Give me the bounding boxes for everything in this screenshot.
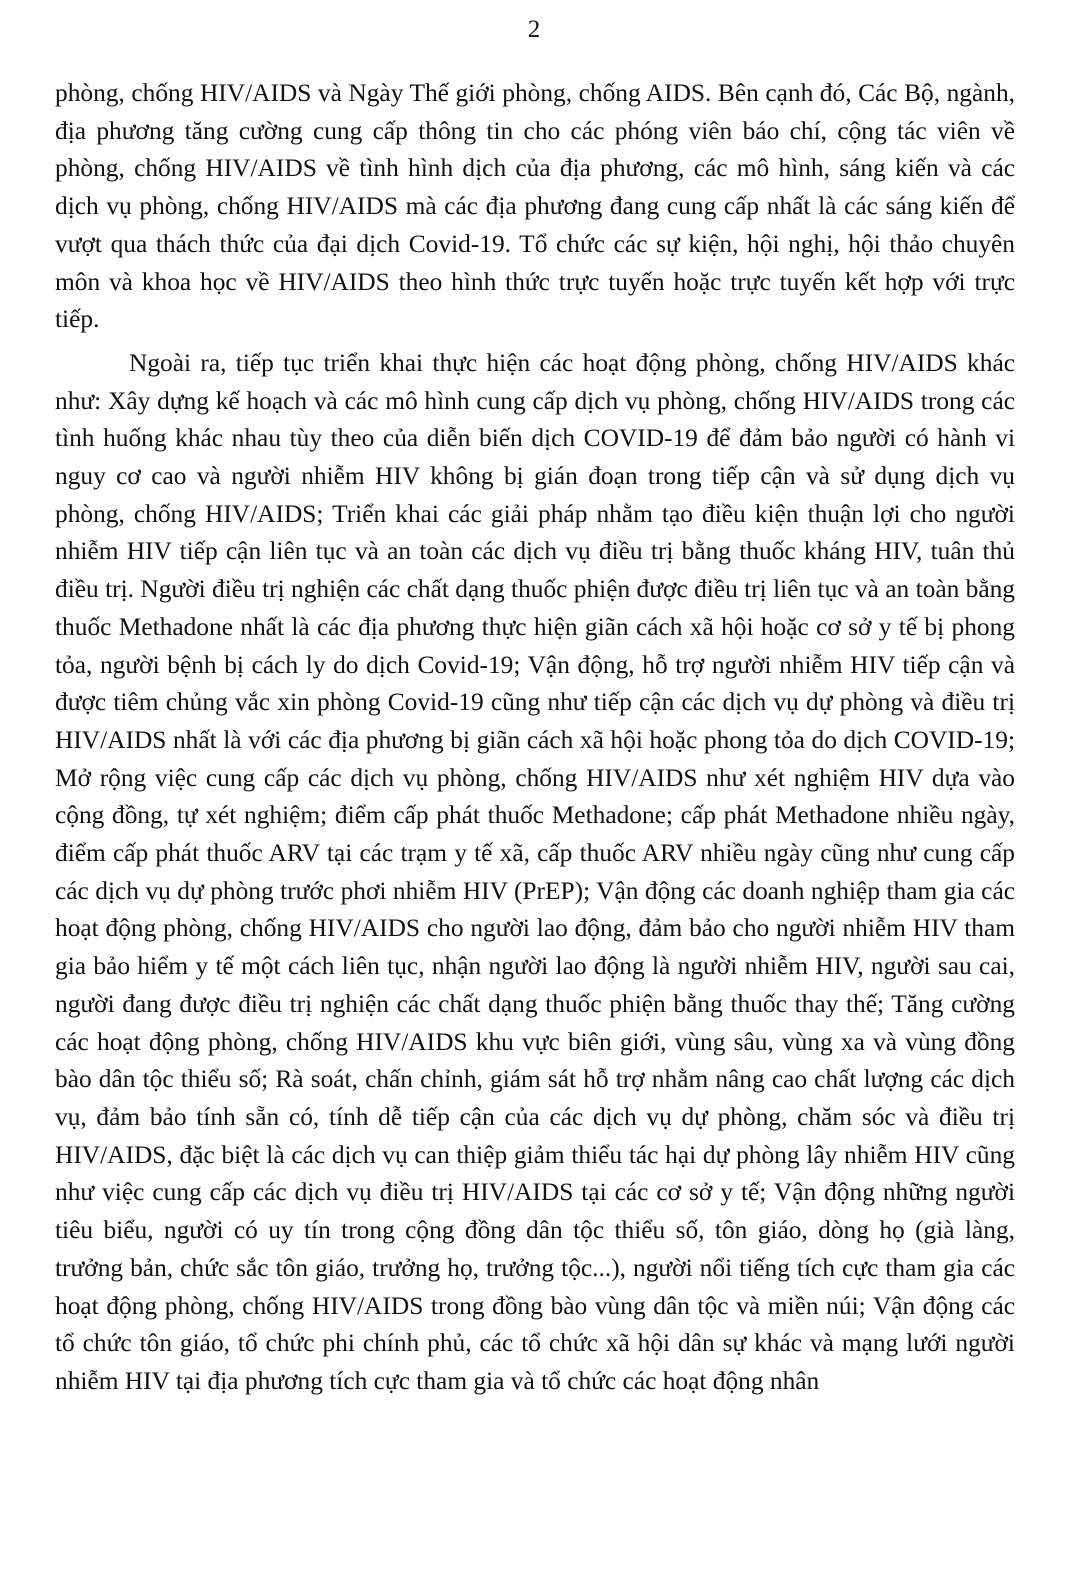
paragraph-other-activities: Ngoài ra, tiếp tục triển khai thực hiện các hoạt động phòng, chống HIV/AIDS khác như: Xây dựng kế hoạch và các mô hình cung cấp dịch vụ phòng, chống HIV/AIDS trong các tình huống khác nhau tùy theo của diễn biến dịch COVID-19 để đảm bảo người có hành vi nguy cơ cao và người nhiễm HIV không bị gián đoạn trong tiếp cận và sử dụng dịch vụ phòng, chống HIV/AIDS; Triển khai các giải pháp nhằm tạo điều kiện thuận lợi cho người nhiễm HIV tiếp cận liên tục và an toàn các dịch vụ điều trị bằng thuốc kháng HIV, tuân thủ điều trị. Người điều trị nghiện các chất dạng thuốc phiện được điều trị liên tục và an toàn bằng thuốc Methadone nhất là các địa phương thực hiện giãn cách xã hội hoặc cơ sở y tế bị phong tỏa, người bệnh bị cách ly do dịch Covid-19; Vận động, hỗ trợ người nhiễm HIV tiếp cận và được tiêm chủng vắc xin phòng Covid-19 cũng như tiếp cận các dịch vụ dự phòng và điều trị HIV/AIDS nhất là với các địa phương bị giãn cách xã hội hoặc phong tỏa do dịch COVID-19; Mở rộng việc cung cấp các dịch vụ phòng, chống HIV/AIDS như xét nghiệm HIV dựa vào cộng đồng, tự xét nghiệm; điểm cấp phát thuốc Methadone; cấp phát Methadone nhiều ngày, điểm cấp phát thuốc ARV tại các trạm y tế xã, cấp thuốc ARV nhiều ngày cũng như cung cấp các dịch vụ dự phòng trước phơi nhiễm HIV (PrEP); Vận động các doanh nghiệp tham gia các hoạt động phòng, chống HIV/AIDS cho người lao động, đảm bảo cho người nhiễm HIV tham gia bảo hiểm y tế một cách liên tục, nhận người lao động là người nhiễm HIV, người sau cai, người đang được điều trị nghiện các chất dạng thuốc phiện bằng thuốc thay thế; Tăng cường các hoạt động phòng, chống HIV/AIDS khu vực biên giới, vùng sâu, vùng xa và vùng đồng bào dân tộc thiểu số; Rà soát, chấn chỉnh, giám sát hỗ trợ nhằm nâng cao chất lượng các dịch vụ, đảm bảo tính sẵn có, tính dễ tiếp cận của các dịch vụ dự phòng, chăm sóc và điều trị HIV/AIDS, đặc biệt là các dịch vụ can thiệp giảm thiểu tác hại dự phòng lây nhiễm HIV cũng như việc cung cấp các dịch vụ điều trị HIV/AIDS tại các cơ sở y tế; Vận động những người tiêu biểu, người có uy tín trong cộng đồng dân tộc thiểu số, tôn giáo, dòng họ (già làng, trưởng bản, chức sắc tôn giáo, trưởng họ, trưởng tộc...), người nổi tiếng tích cực tham gia các hoạt động phòng, chống HIV/AIDS trong đồng bào vùng dân tộc và miền núi; Vận động các tổ chức tôn giáo, tổ chức phi chính phủ, các tổ chức xã hội dân sự khác và mạng lưới người nhiễm HIV tại địa phương tích cực tham gia và tổ chức các hoạt động nhân	[55, 348, 1015, 1395]
document-body	[55, 75, 1015, 1401]
paragraph-continuation: phòng, chống HIV/AIDS và Ngày Thế giới phòng, chống AIDS. Bên cạnh đó, Các Bộ, ngành, địa phương tăng cường cung cấp thông tin cho các phóng viên báo chí, cộng tác viên về phòng, chống HIV/AIDS về tình hình dịch của địa phương, các mô hình, sáng kiến và các dịch vụ phòng, chống HIV/AIDS mà các địa phương đang cung cấp nhất là các sáng kiến để vượt qua thách thức của đại dịch Covid-19. Tổ chức các sự kiện, hội nghị, hội thảo chuyên môn và khoa học về HIV/AIDS theo hình thức trực tuyến hoặc trực tuyến kết hợp với trực tiếp.	[55, 79, 1015, 334]
page-number: 2	[527, 16, 541, 43]
